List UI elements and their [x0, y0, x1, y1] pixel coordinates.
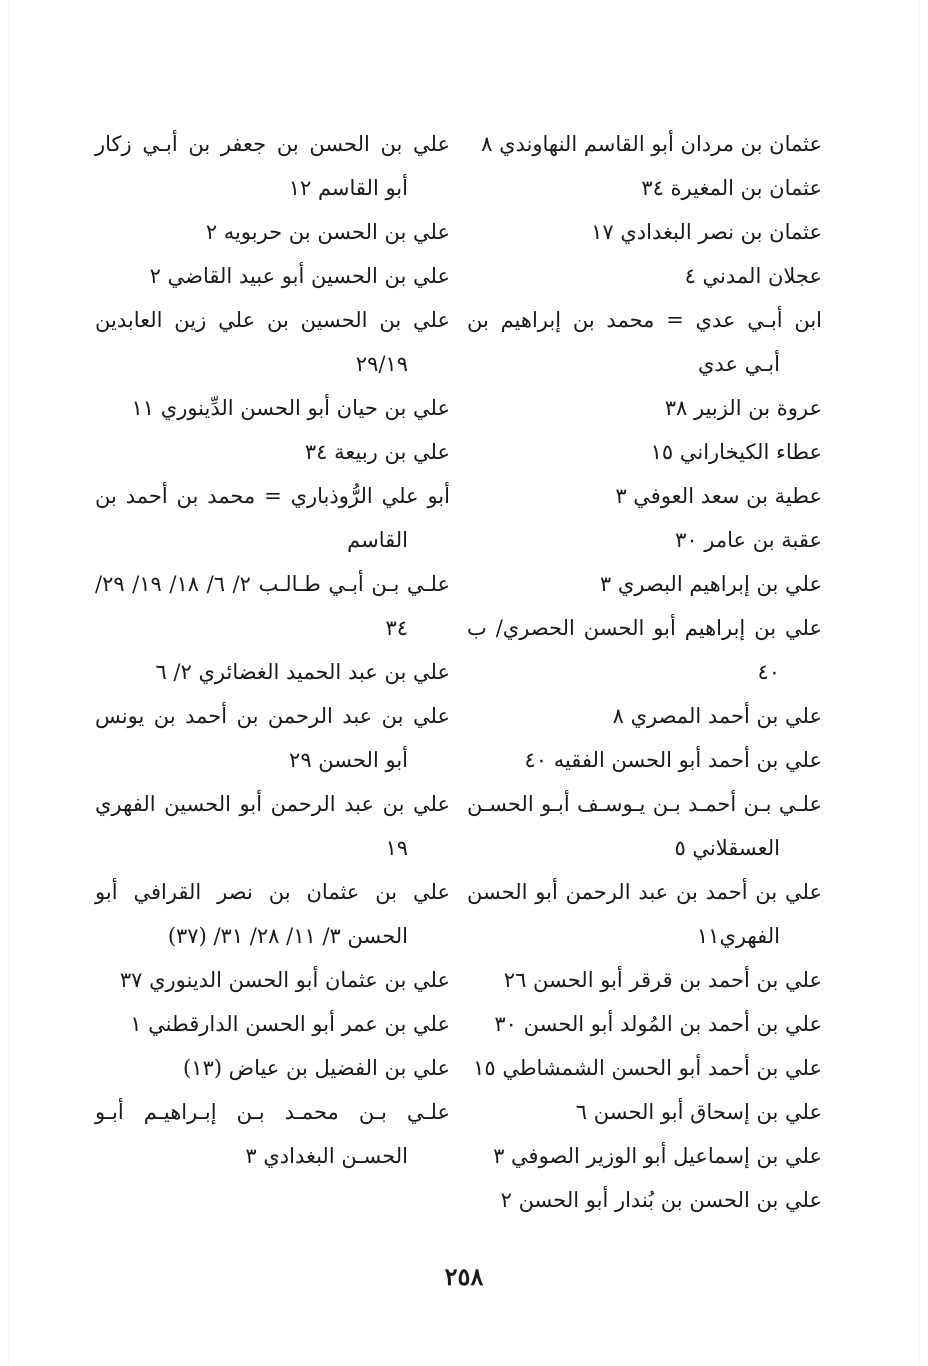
index-column-left	[95, 122, 450, 1178]
index-entry: علي بن إبراهيم أبو الحسن الحصري/ ب ٤٠	[467, 616, 822, 684]
index-entry: عثمان بن مردان أبو القاسم النهاوندي ٨	[481, 132, 822, 156]
index-entry: علي بن أحمد المصري ٨	[612, 704, 822, 728]
index-entry: عطاء الكيخاراني ١٥	[650, 440, 822, 464]
index-entry: علي بن الحسين أبو عبيد القاضي ٢	[149, 264, 450, 288]
index-entry: عجلان المدني ٤	[684, 264, 822, 288]
index-entry: علي بن الحسن بن جعفر بن أبـي زكار أبو القاسم ١٢	[95, 132, 450, 200]
index-entry: علي بن إسماعيل أبو الوزير الصوفي ٣	[493, 1144, 822, 1168]
index-entry: علي بن ربيعة ٣٤	[304, 440, 450, 464]
scan-edge	[919, 0, 920, 1366]
index-entry: عروة بن الزبير ٣٨	[664, 396, 822, 420]
index-entry: علي بن إسحاق أبو الحسن ٦	[575, 1100, 822, 1124]
index-entry: علـي بـن أبـي طـالـب ٢/ ٦/ ١٨/ ١٩/ ٢٩/ ٣٤	[95, 572, 450, 640]
index-entry: علـي بـن محمـد بـن إبـراهيـم أبـو الحسـن البغدادي ٣	[95, 1100, 450, 1168]
index-entry: علي بن عثمان أبو الحسن الدينوري ٣٧	[119, 968, 450, 992]
index-entry: عطية بن سعد العوفي ٣	[615, 484, 822, 508]
index-entry: علي بن أحمد أبو الحسن الشمشاطي ١٥	[473, 1056, 822, 1080]
index-entry: علـي بـن أحمـد بـن يـوسـف أبـو الحسـن العسقلاني ٥	[467, 792, 822, 860]
index-entry: ابن أبـي عدي = محمد بن إبراهيم بن أبـي عدي	[467, 308, 822, 376]
index-entry: علي بن أحمد بن قرقر أبو الحسن ٢٦	[503, 968, 822, 992]
index-column-right	[467, 122, 822, 1222]
index-entry: علي بن عثمان بن نصر القرافي أبو الحسن ٣/ ١١/ ٢٨/ ٣١/ (٣٧)	[95, 880, 450, 948]
index-entry: علي بن الفضيل بن عياض (١٣)	[183, 1056, 450, 1080]
index-entry: علي بن أحمد أبو الحسن الفقيه ٤٠	[524, 748, 822, 772]
index-entry: علي بن الحسن بن بُندار أبو الحسن ٢	[500, 1188, 822, 1212]
scan-edge	[8, 0, 9, 1366]
index-entry: عثمان بن نصر البغدادي ١٧	[591, 220, 822, 244]
page-number: ٢٥٨	[444, 1262, 484, 1291]
index-entry: علي بن الحسين بن علي زين العابدين ٢٩/١٩	[95, 308, 450, 376]
index-entry: أبو علي الرُّوذباري = محمد بن أحمد بن القاسم	[95, 484, 450, 552]
index-entry: علي بن الحسن بن حربويه ٢	[205, 220, 450, 244]
index-entry: عقبة بن عامر ٣٠	[675, 528, 822, 552]
index-entry: علي بن إبراهيم البصري ٣	[599, 572, 822, 596]
index-entry: علي بن عبد الرحمن أبو الحسين الفهري ١٩	[95, 792, 450, 860]
index-entry: علي بن حيان أبو الحسن الدِّينوري ١١	[131, 396, 450, 420]
index-entry: علي بن أحمد بن المُولد أبو الحسن ٣٠	[494, 1012, 822, 1036]
index-entry: علي بن عبد الرحمن بن أحمد بن يونس أبو الحسن ٢٩	[95, 704, 450, 772]
index-entry: علي بن أحمد بن عبد الرحمن أبو الحسن الفهري١١	[467, 880, 822, 948]
index-entry: علي بن عمر أبو الحسن الدارقطني ١	[130, 1012, 450, 1036]
index-entry: علي بن عبد الحميد الغضائري ٢/ ٦	[155, 660, 450, 684]
index-entry: عثمان بن المغيرة ٣٤	[641, 176, 822, 200]
